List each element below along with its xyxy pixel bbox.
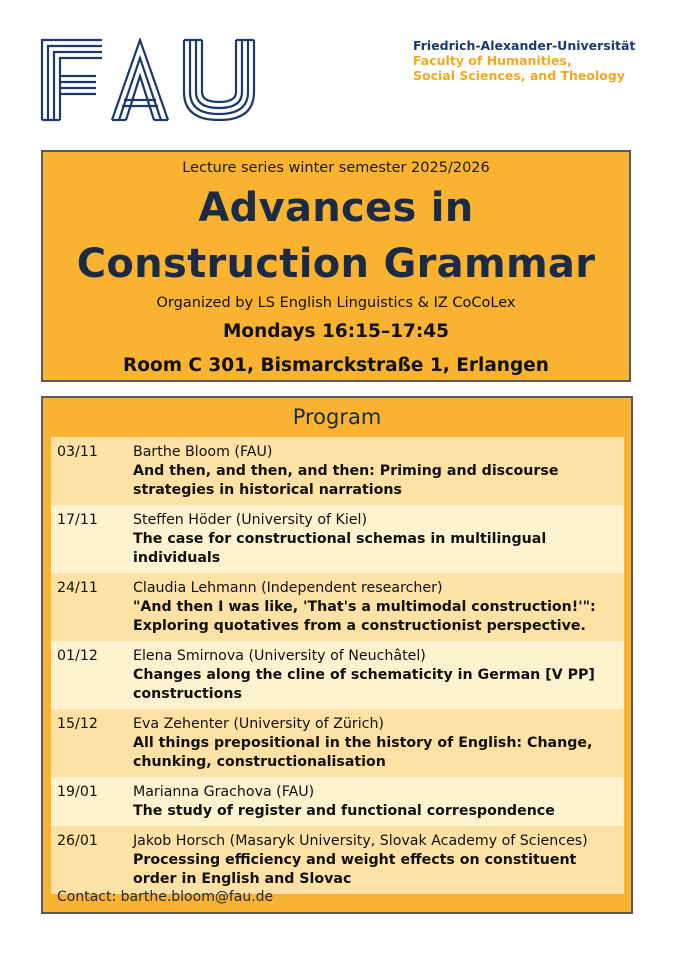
program-row — [51, 505, 624, 573]
program-row — [51, 826, 624, 894]
program-list — [51, 437, 624, 894]
university-block — [413, 38, 635, 83]
contact-email: Contact: barthe.bloom@fau.de — [57, 889, 274, 905]
session-entry — [133, 579, 618, 636]
faculty-name-line2: Social Sciences, and Theology — [413, 68, 625, 83]
session-speaker: Jakob Horsch (Masaryk University, Slovak Academy of Sciences) — [133, 833, 588, 849]
program-box — [41, 396, 633, 914]
logo-letter-u — [184, 40, 254, 120]
logo-letter-a — [112, 40, 168, 120]
session-entry — [133, 715, 618, 772]
main-title-line2: Construction Grammar — [76, 241, 596, 287]
faculty-name-line1: Faculty of Humanities, — [413, 53, 572, 68]
session-talk-title: "And then I was like, 'That's a multimodal construction!'": Exploring quotatives from a constructionist perspective. — [133, 599, 596, 634]
session-speaker: Marianna Grachova (FAU) — [133, 784, 315, 800]
program-row — [51, 573, 624, 641]
session-date: 24/11 — [57, 580, 98, 596]
session-speaker: Elena Smirnova (University of Neuchâtel) — [133, 648, 426, 664]
session-date: 15/12 — [57, 716, 98, 732]
session-date: 03/11 — [57, 444, 98, 460]
session-talk-title: And then, and then, and then: Priming and discourse strategies in historical narrations — [133, 463, 559, 498]
program-row — [51, 709, 624, 777]
session-talk-title: Changes along the cline of schematicity in German [V PP] constructions — [133, 667, 595, 702]
session-entry — [133, 832, 618, 889]
session-date: 19/01 — [57, 784, 98, 800]
university-name: Friedrich-Alexander-Universität — [413, 38, 636, 53]
program-row — [51, 777, 624, 826]
session-date: 26/01 — [57, 833, 98, 849]
session-talk-title: Processing efficiency and weight effects on constituent order in English and Slovac — [133, 852, 577, 887]
program-row — [51, 641, 624, 709]
session-speaker: Barthe Bloom (FAU) — [133, 444, 273, 460]
program-row — [51, 437, 624, 505]
session-entry — [133, 443, 618, 500]
lecture-series-label: Lecture series winter semester 2025/2026 — [182, 160, 490, 176]
session-speaker: Claudia Lehmann (Independent researcher) — [133, 580, 443, 596]
session-entry — [133, 783, 618, 821]
schedule-time: Mondays 16:15–17:45 — [223, 321, 449, 342]
location: Room C 301, Bismarckstraße 1, Erlangen — [123, 355, 549, 376]
session-date: 01/12 — [57, 648, 98, 664]
main-title — [43, 180, 629, 292]
session-speaker: Eva Zehenter (University of Zürich) — [133, 716, 384, 732]
session-entry — [133, 511, 618, 568]
session-entry — [133, 647, 618, 704]
program-heading: Program — [292, 405, 382, 429]
session-date: 17/11 — [57, 512, 98, 528]
fau-logo — [40, 38, 256, 122]
session-talk-title: All things prepositional in the history of English: Change, chunking, constructionalisation — [133, 735, 593, 770]
session-talk-title: The case for constructional schemas in multilingual individuals — [133, 531, 547, 566]
session-speaker: Steffen Höder (University of Kiel) — [133, 512, 367, 528]
organizer-text: Organized by LS English Linguistics & IZ CoCoLex — [156, 295, 516, 311]
session-talk-title: The study of register and functional correspondence — [133, 803, 555, 819]
logo-letter-f — [42, 40, 102, 120]
main-title-line1: Advances in — [198, 185, 474, 231]
title-box — [41, 150, 631, 382]
